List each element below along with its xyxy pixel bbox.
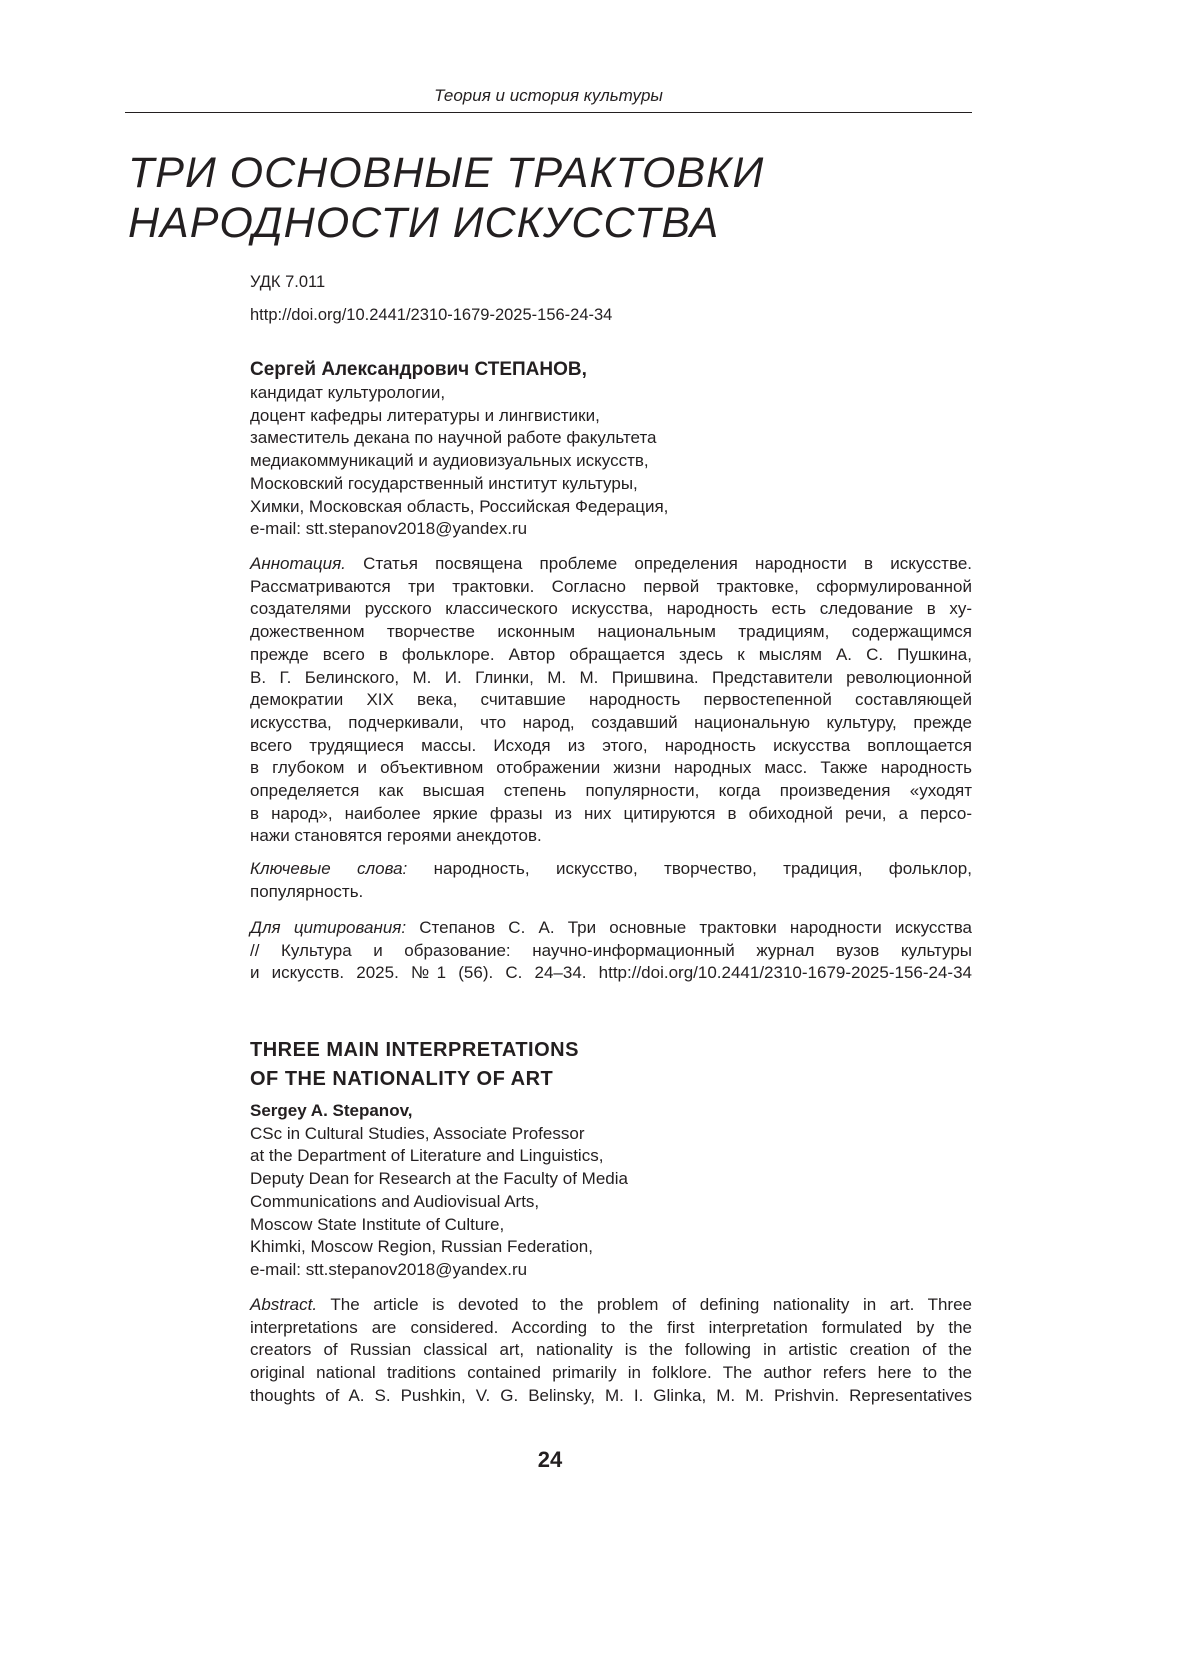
text: народность, искусство, творчество, традиция, фольклор, [407, 859, 972, 878]
text-line: демократии XIX века, считавшие народность первостепенной составляющей [250, 690, 972, 710]
keywords [250, 858, 972, 903]
text-line [250, 917, 972, 940]
abstract [250, 1294, 972, 1408]
section-label: Аннотация. [250, 554, 346, 573]
text-line: дожественном творчестве исконным национальным традициям, содержащимся [250, 622, 972, 642]
doi-link[interactable]: http://doi.org/10.2441/2310-1679-2025-156-24-34 [250, 306, 613, 324]
text-line [250, 858, 972, 881]
affiliation-line: CSc in Cultural Studies, Associate Professor [250, 1123, 585, 1143]
text-line [250, 553, 972, 576]
text: Степанов С. А. Три основные трактовки народности искусства [406, 918, 972, 937]
title-line: НАРОДНОСТИ ИСКУССТВА [128, 199, 720, 247]
title-line: ТРИ ОСНОВНЫЕ ТРАКТОВКИ [128, 149, 765, 197]
text-line: всего трудящиеся массы. Исходя из этого, народность искусства воплощается [250, 735, 972, 755]
text: Статья посвящена проблеме определения народности в искусстве. [345, 554, 972, 573]
author-name: Sergey A. Stepanov, [250, 1101, 413, 1120]
text-line: // Культура и образование: научно-информационный журнал вузов культуры [250, 940, 972, 960]
text-line: interpretations are considered. According to the first interpretation formulated by the [250, 1317, 972, 1337]
annotation [250, 553, 972, 848]
title-line: THREE MAIN INTERPRETATIONS [250, 1039, 579, 1061]
text-line: Рассматриваются три трактовки. Согласно первой трактовке, сформулированной [250, 576, 972, 596]
affiliation-line: Communications and Audiovisual Arts, [250, 1191, 540, 1211]
running-header: Теория и история культуры [434, 86, 663, 105]
affiliation-line: Deputy Dean for Research at the Faculty of Media [250, 1169, 628, 1189]
affiliation-line: заместитель декана по научной работе факультета [250, 428, 657, 448]
section-label: Abstract. [250, 1295, 318, 1314]
text-line [250, 1294, 972, 1317]
author-ru [250, 358, 972, 541]
text-line: прежде всего в фольклоре. Автор обращается здесь к мыслям А. С. Пушкина, [250, 644, 972, 664]
text-line: thoughts of A. S. Pushkin, V. G. Belinsky, M. I. Glinka, M. M. Prishvin. Representatives [250, 1385, 972, 1405]
affiliation-line: доцент кафедры литературы и лингвистики, [250, 405, 600, 425]
text-line: популярность. [250, 881, 364, 901]
text-line: создателями русского классического искусства, народность есть следование в ху- [250, 599, 972, 619]
author-name: Сергей Александрович СТЕПАНОВ, [250, 359, 587, 380]
page-number: 24 [537, 1447, 563, 1472]
text-line: в народ», наиболее яркие фразы из них цитируются в обиходной речи, а персо- [250, 803, 972, 823]
affiliation-line: e-mail: stt.stepanov2018@yandex.ru [250, 519, 528, 539]
affiliation-line: Moscow State Institute of Culture, [250, 1214, 505, 1234]
title-line: OF THE NATIONALITY OF ART [250, 1068, 554, 1090]
text-line: искусства, подчеркивали, что народ, создавший национальную культуру, прежде [250, 712, 972, 732]
affiliation-line: кандидат культурологии, [250, 383, 446, 402]
affiliation-line: Химки, Московская область, Российская Федерация, [250, 496, 669, 516]
article-title [128, 148, 764, 248]
text-line: В. Г. Белинского, М. И. Глинки, М. М. Пришвина. Представители революционной [250, 667, 972, 687]
text-line: нажи становятся героями анекдотов. [250, 826, 542, 846]
section-label: Ключевые слова: [250, 859, 408, 878]
english-title [250, 1036, 579, 1094]
citation [250, 917, 972, 985]
affiliation-line: Khimki, Moscow Region, Russian Federation, [250, 1237, 593, 1257]
header-rule [125, 112, 972, 113]
udk: УДК 7.011 [250, 273, 326, 291]
text-line: в глубоком и объективном отображении жизни народных масс. Также народность [250, 758, 972, 778]
text-line: creators of Russian classical art, nationality is the following in artistic creation of the [250, 1340, 972, 1360]
affiliation-line: e-mail: stt.stepanov2018@yandex.ru [250, 1259, 528, 1279]
affiliation-line: at the Department of Literature and Linguistics, [250, 1146, 604, 1166]
text-line: и искусств. 2025. №1 (56). С. 24–34. http://doi.org/10.2441/2310-1679-2025-156-24-34 [250, 963, 972, 983]
text-line: original national traditions contained primarily in folklore. The author refers here to the [250, 1363, 972, 1383]
text: The article is devoted to the problem of defining nationality in art. Three [317, 1295, 972, 1314]
author-en [250, 1100, 972, 1282]
affiliation-line: Московский государственный институт культуры, [250, 473, 638, 493]
affiliation-line: медиакоммуникаций и аудиовизуальных искусств, [250, 451, 649, 471]
section-label: Для цитирования: [250, 918, 407, 937]
text-line: определяется как высшая степень популярности, когда произведения «уходят [250, 781, 972, 801]
